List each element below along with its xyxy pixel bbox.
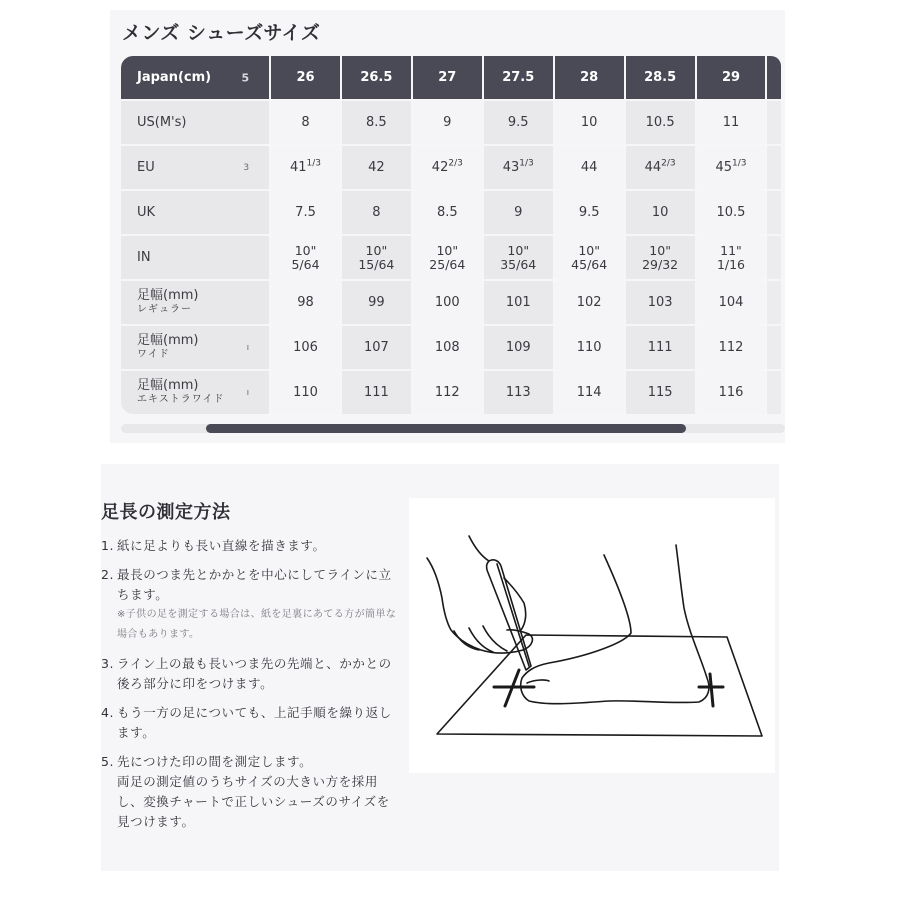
row-label (121, 146, 269, 189)
howto-step-4 (101, 703, 401, 743)
step-text: 紙に足よりも長い直線を描きます。 (117, 538, 326, 553)
table-cell (271, 236, 340, 279)
table-row (121, 146, 781, 189)
inch-fraction: 35/64 (500, 256, 537, 272)
row-label-text: UK (137, 205, 156, 220)
howto-step-2 (101, 565, 401, 645)
table-cell: 10 (626, 191, 695, 234)
table-cell (697, 146, 766, 189)
inch-whole: 10" (436, 242, 459, 258)
header-label-japan (121, 56, 269, 99)
step-number: 1. (101, 538, 115, 553)
eu-size-base: 41 (290, 160, 307, 175)
header-size-29: 29 (697, 56, 766, 99)
eu-size-base: 42 (431, 160, 449, 175)
step-body (117, 752, 401, 832)
step-extra-text: 両足の測定値のうちサイズの大きい方を採用し、変換チャートで正しいシューズのサイズを見つけます。 (117, 774, 390, 829)
header-size-26.5: 26.5 (342, 56, 411, 99)
step-body (117, 536, 401, 556)
inch-whole: 11" (720, 242, 742, 258)
header-size-28.5: 28.5 (626, 56, 695, 99)
table-cell: 8.5 (342, 101, 411, 144)
table-row (121, 236, 781, 279)
step-body (117, 703, 401, 743)
header-size-27: 27 (413, 56, 482, 99)
table-cell: 114 (555, 371, 624, 414)
table-cell (271, 146, 340, 189)
table-cell (626, 146, 695, 189)
header-size-28: 28 (555, 56, 624, 99)
inch-whole: 10" (365, 242, 388, 258)
row-label (121, 371, 269, 414)
step-text: ライン上の最も長いつま先の先端と、かかとの後ろ部分に印をつけます。 (117, 656, 392, 691)
foot-drawing-icon (409, 498, 775, 773)
step-body (117, 654, 401, 694)
table-row (121, 371, 781, 414)
step-number: 3. (101, 656, 115, 671)
table-row (121, 326, 781, 369)
eu-size-fraction: 1/3 (306, 158, 322, 169)
step-note: ※子供の足を測定する場合は、紙を足裏にあてる方が簡単な場合もあります。 (117, 609, 397, 640)
table-cell: 11 (697, 101, 766, 144)
table-cell: 113 (484, 371, 553, 414)
header-size-26: 26 (271, 56, 340, 99)
table-cell (413, 236, 482, 279)
row-label-text: EU (137, 160, 155, 175)
eu-size-base: 45 (715, 160, 733, 175)
table-cell: 103 (626, 281, 695, 324)
table-cell: 109 (484, 326, 553, 369)
row-ghost-text: ı (246, 387, 250, 398)
table-cell: 9 (484, 191, 553, 234)
table-cell (342, 146, 411, 189)
table-cell: 102 (555, 281, 624, 324)
table-cell: 9 (413, 101, 482, 144)
eu-size-fraction: 2/3 (661, 158, 676, 169)
inch-fraction: 15/64 (358, 256, 395, 272)
table-cell: 99 (342, 281, 411, 324)
table-cell: 10.5 (626, 101, 695, 144)
row-ghost-text: ı (246, 342, 250, 353)
table-cell: 116 (697, 371, 766, 414)
inch-fraction: 29/32 (642, 256, 679, 272)
inch-fraction: 1/16 (716, 256, 746, 272)
row-label-text: 足幅(mm) (137, 333, 199, 348)
eu-size-base: 44 (580, 160, 598, 175)
measurement-howto-panel (101, 464, 779, 871)
table-cell: 107 (342, 326, 411, 369)
inch-fraction: 45/64 (571, 256, 608, 272)
table-cell: 106 (271, 326, 340, 369)
table-cell (626, 236, 695, 279)
overflow-cell (767, 191, 781, 234)
table-cell: 9.5 (555, 191, 624, 234)
row-label-subtext: エキストラワイド (137, 394, 225, 405)
overflow-cell (767, 101, 781, 144)
howto-step-1 (101, 536, 401, 556)
size-chart-title: メンズ シューズサイズ (122, 22, 321, 44)
header-label-text: Japan(cm) (137, 70, 212, 85)
row-ghost-text: 3 (243, 162, 250, 173)
row-label (121, 191, 269, 234)
step-body (117, 565, 401, 645)
inch-whole: 10" (578, 242, 601, 258)
table-cell: 101 (484, 281, 553, 324)
overflow-cell (767, 236, 781, 279)
table-cell (555, 146, 624, 189)
table-cell: 115 (626, 371, 695, 414)
table-cell (342, 236, 411, 279)
table-cell: 111 (342, 371, 411, 414)
table-cell: 10 (555, 101, 624, 144)
overflow-cell (767, 146, 781, 189)
overflow-cell (767, 371, 781, 414)
howto-step-3 (101, 654, 401, 694)
header-ghost-text: 5 (241, 71, 250, 84)
table-cell: 108 (413, 326, 482, 369)
header-row (121, 56, 781, 99)
header-size-27.5: 27.5 (484, 56, 553, 99)
table-cell: 112 (697, 326, 766, 369)
eu-size-base: 44 (644, 160, 662, 175)
row-label-subtext: レギュラー (137, 304, 192, 315)
row-label (121, 236, 269, 279)
table-cell: 110 (271, 371, 340, 414)
size-table (121, 56, 783, 416)
row-label (121, 326, 269, 369)
table-cell: 8 (271, 101, 340, 144)
table-cell: 112 (413, 371, 482, 414)
table-cell: 110 (555, 326, 624, 369)
row-label-text: US(M's) (137, 115, 187, 130)
eu-size-fraction: 1/3 (732, 158, 747, 169)
howto-steps-list (101, 536, 401, 841)
howto-step-5 (101, 752, 401, 832)
scrollbar-thumb[interactable] (206, 424, 686, 433)
inch-fraction: 5/64 (291, 256, 320, 272)
table-row (121, 191, 781, 234)
table-cell: 100 (413, 281, 482, 324)
inch-fraction: 25/64 (429, 256, 466, 272)
step-text: 先につけた印の間を測定します。 (117, 754, 313, 769)
eu-size-base: 43 (502, 160, 520, 175)
table-cell: 7.5 (271, 191, 340, 234)
table-cell: 8.5 (413, 191, 482, 234)
overflow-cell (767, 281, 781, 324)
row-label-text: IN (137, 250, 151, 265)
inch-whole: 10" (294, 242, 317, 258)
table-cell (484, 236, 553, 279)
inch-whole: 10" (507, 242, 530, 258)
table-row (121, 281, 781, 324)
size-chart-panel (110, 10, 785, 443)
howto-title: 足長の測定方法 (101, 502, 231, 523)
step-number: 4. (101, 705, 115, 720)
table-cell: 10.5 (697, 191, 766, 234)
table-cell: 9.5 (484, 101, 553, 144)
row-label-text: 足幅(mm) (137, 378, 199, 393)
row-label-text: 足幅(mm) (137, 288, 199, 303)
step-text: もう一方の足についても、上記手順を繰り返します。 (117, 705, 392, 740)
table-cell (697, 236, 766, 279)
table-cell: 98 (271, 281, 340, 324)
row-label-subtext: ワイド (137, 349, 170, 360)
eu-size-fraction: 1/3 (519, 158, 534, 169)
overflow-cell (767, 326, 781, 369)
table-cell: 104 (697, 281, 766, 324)
foot-measurement-illustration (409, 498, 775, 773)
step-number: 5. (101, 754, 115, 769)
step-number: 2. (101, 567, 115, 582)
row-label (121, 101, 269, 144)
table-cell (555, 236, 624, 279)
table-cell (484, 146, 553, 189)
table-cell (413, 146, 482, 189)
table-cell: 8 (342, 191, 411, 234)
size-table-scroll-area[interactable] (121, 56, 785, 418)
step-text: 最長のつま先とかかとを中心にしてラインに立ちます。 (117, 567, 392, 602)
table-row (121, 101, 781, 144)
header-overflow-cell (767, 56, 781, 99)
horizontal-scrollbar[interactable] (121, 424, 785, 433)
row-label (121, 281, 269, 324)
table-cell: 111 (626, 326, 695, 369)
inch-whole: 10" (649, 242, 671, 258)
eu-size-base: 42 (368, 160, 385, 175)
eu-size-fraction: 2/3 (448, 158, 463, 169)
